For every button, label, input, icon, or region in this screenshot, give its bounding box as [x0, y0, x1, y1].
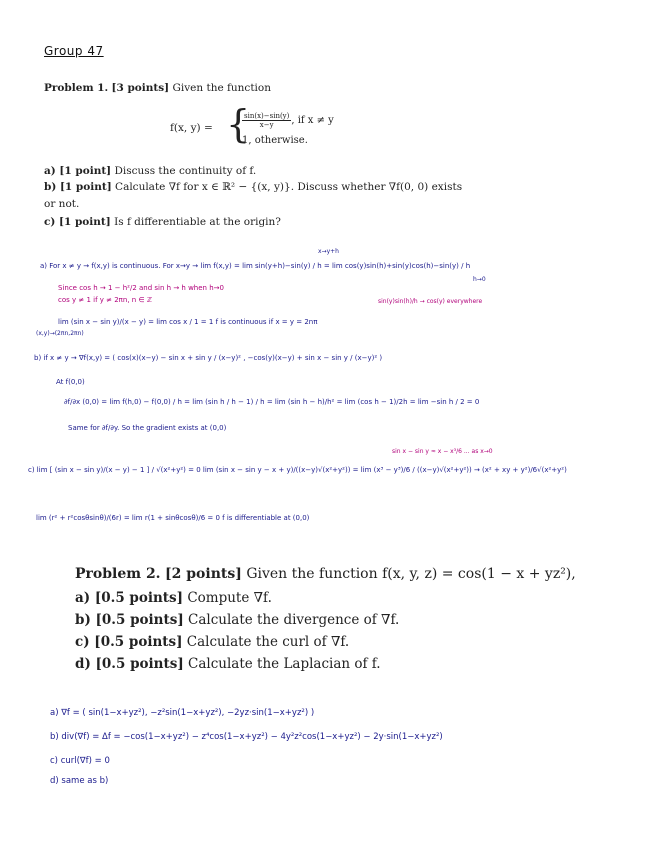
hw-c-note-top: sin x − sin y ≈ x − x³/6 ... as x→0 — [392, 448, 493, 455]
p2-qc-text: Calculate the curl of ∇f. — [186, 634, 350, 650]
problem2-question-b — [75, 612, 399, 628]
problem1-points: [3 points] — [111, 82, 170, 94]
hw-a-line2: Since cos h → 1 − h²/2 and sin h → h when h→0 — [58, 284, 224, 292]
qc-label: c) [1 point] — [44, 216, 111, 228]
problem1-function — [170, 102, 370, 152]
p2-qb-text: Calculate the divergence of ∇f. — [188, 612, 400, 628]
p2-qa-text: Compute ∇f. — [187, 590, 272, 606]
p2-qd-text: Calculate the Laplacian of f. — [188, 656, 381, 672]
problem1-question-b-cont: or not. — [44, 198, 80, 210]
qb-label: b) [1 point] — [44, 181, 112, 193]
group-title: Group 47 — [44, 44, 104, 58]
problem1-statement — [44, 82, 271, 94]
problem2-question-d — [75, 656, 381, 672]
hw2-d: d) same as b) — [50, 776, 109, 786]
p2-qa-label: a) [0.5 points] — [75, 590, 184, 606]
brace-symbol: { — [226, 102, 251, 146]
problem2-question-a — [75, 590, 272, 606]
p2-qd-label: d) [0.5 points] — [75, 656, 184, 672]
hw-b-line3: ∂f/∂x (0,0) = lim f(h,0) − f(0,0) / h = lim (sin h / h − 1) / h = lim (sin h − h)/h² = lim (cos h − 1)/2h = lim −sin h / 2 = 0 — [64, 398, 480, 406]
function-case-2: 1, otherwise. — [242, 135, 308, 146]
qa-text: Discuss the continuity of f. — [114, 165, 257, 177]
case1-numerator: sin(x)−sin(y) — [244, 112, 290, 120]
problem1-question-b — [44, 181, 462, 193]
case1-condition: , if x ≠ y — [291, 115, 334, 126]
qa-label: a) [1 point] — [44, 165, 112, 177]
problem2-heading: Problem 2. — [75, 566, 161, 582]
qc-text: Is f differentiable at the origin? — [114, 216, 281, 228]
hw-c-line1: c) lim [ (sin x − sin y)/(x − y) − 1 ] / √(x²+y²) = 0 lim (sin x − sin y − x + y)/((x−y)√(x²+y²)) = lim (x³ − y³)/6 / ((x−y)√(x²+y²)) → (x² + xy + y²)/6√(x²+y²) — [28, 466, 567, 474]
function-case-1 — [242, 112, 334, 129]
hw-a-note-side: h→0 — [473, 276, 486, 283]
p2-qc-label: c) [0.5 points] — [75, 634, 183, 650]
problem2-intro: Given the function f(x, y, z) = cos(1 − x + yz²), — [246, 566, 576, 582]
problem1-intro: Given the function — [172, 82, 271, 94]
problem1-question-c — [44, 216, 281, 228]
hw-a-line4-sub: (x,y)→(2πn,2πn) — [36, 330, 84, 337]
hw2-b: b) div(∇f) = Δf = −cos(1−x+yz²) − z⁴cos(1−x+yz²) − 4y²z²cos(1−x+yz²) − 2y·sin(1−x+yz²) — [50, 732, 443, 742]
hw-a-line1: a) For x ≠ y → f(x,y) is continuous. For x→y → lim f(x,y) = lim sin(y+h)−sin(y) / h = lim cos(y)sin(h)+sin(y)cos(h)−sin(y) / h — [40, 262, 471, 270]
hw-a-line4: lim (sin x − sin y)/(x − y) = lim cos x / 1 = 1 f is continuous if x = y = 2nπ — [58, 318, 318, 326]
function-lhs: f(x, y) = — [170, 122, 213, 134]
problem2-points: [2 points] — [165, 566, 242, 582]
hw2-c: c) curl(∇f) = 0 — [50, 756, 110, 766]
hw-a-line3: cos y ≠ 1 if y ≠ 2πn, n ∈ ℤ — [58, 296, 152, 304]
problem2-question-c — [75, 634, 349, 650]
hw-a-note-top: x→y+h — [318, 248, 339, 255]
qb-text: Calculate ∇f for x ∈ ℝ² − {(x, y)}. Discuss whether ∇f(0, 0) exists — [115, 181, 463, 193]
hw2-a: a) ∇f = ( sin(1−x+yz²), −z²sin(1−x+yz²), −2yz·sin(1−x+yz²) ) — [50, 708, 315, 718]
hw-b-line1: b) if x ≠ y → ∇f(x,y) = ( cos(x)(x−y) − sin x + sin y / (x−y)² , −cos(y)(x−y) + sin x − sin y / (x−y)² ) — [34, 354, 383, 362]
hw-b-line4: Same for ∂f/∂y. So the gradient exists at (0,0) — [68, 424, 227, 432]
problem1-heading: Problem 1. — [44, 82, 109, 94]
case1-denominator: x−y — [259, 121, 274, 129]
hw-a-note-right: sin(y)sin(h)/h → cos(y) everywhere — [378, 298, 483, 305]
p2-qb-label: b) [0.5 points] — [75, 612, 184, 628]
hw-b-line2: At f(0,0) — [56, 378, 85, 386]
problem1-question-a — [44, 165, 256, 177]
problem2-statement — [75, 566, 576, 582]
hw-c-line2: lim (r² + r²cosθsinθ)/(6r) = lim r(1 + sinθcosθ)/6 = 0 f is differentiable at (0,0) — [36, 514, 310, 522]
